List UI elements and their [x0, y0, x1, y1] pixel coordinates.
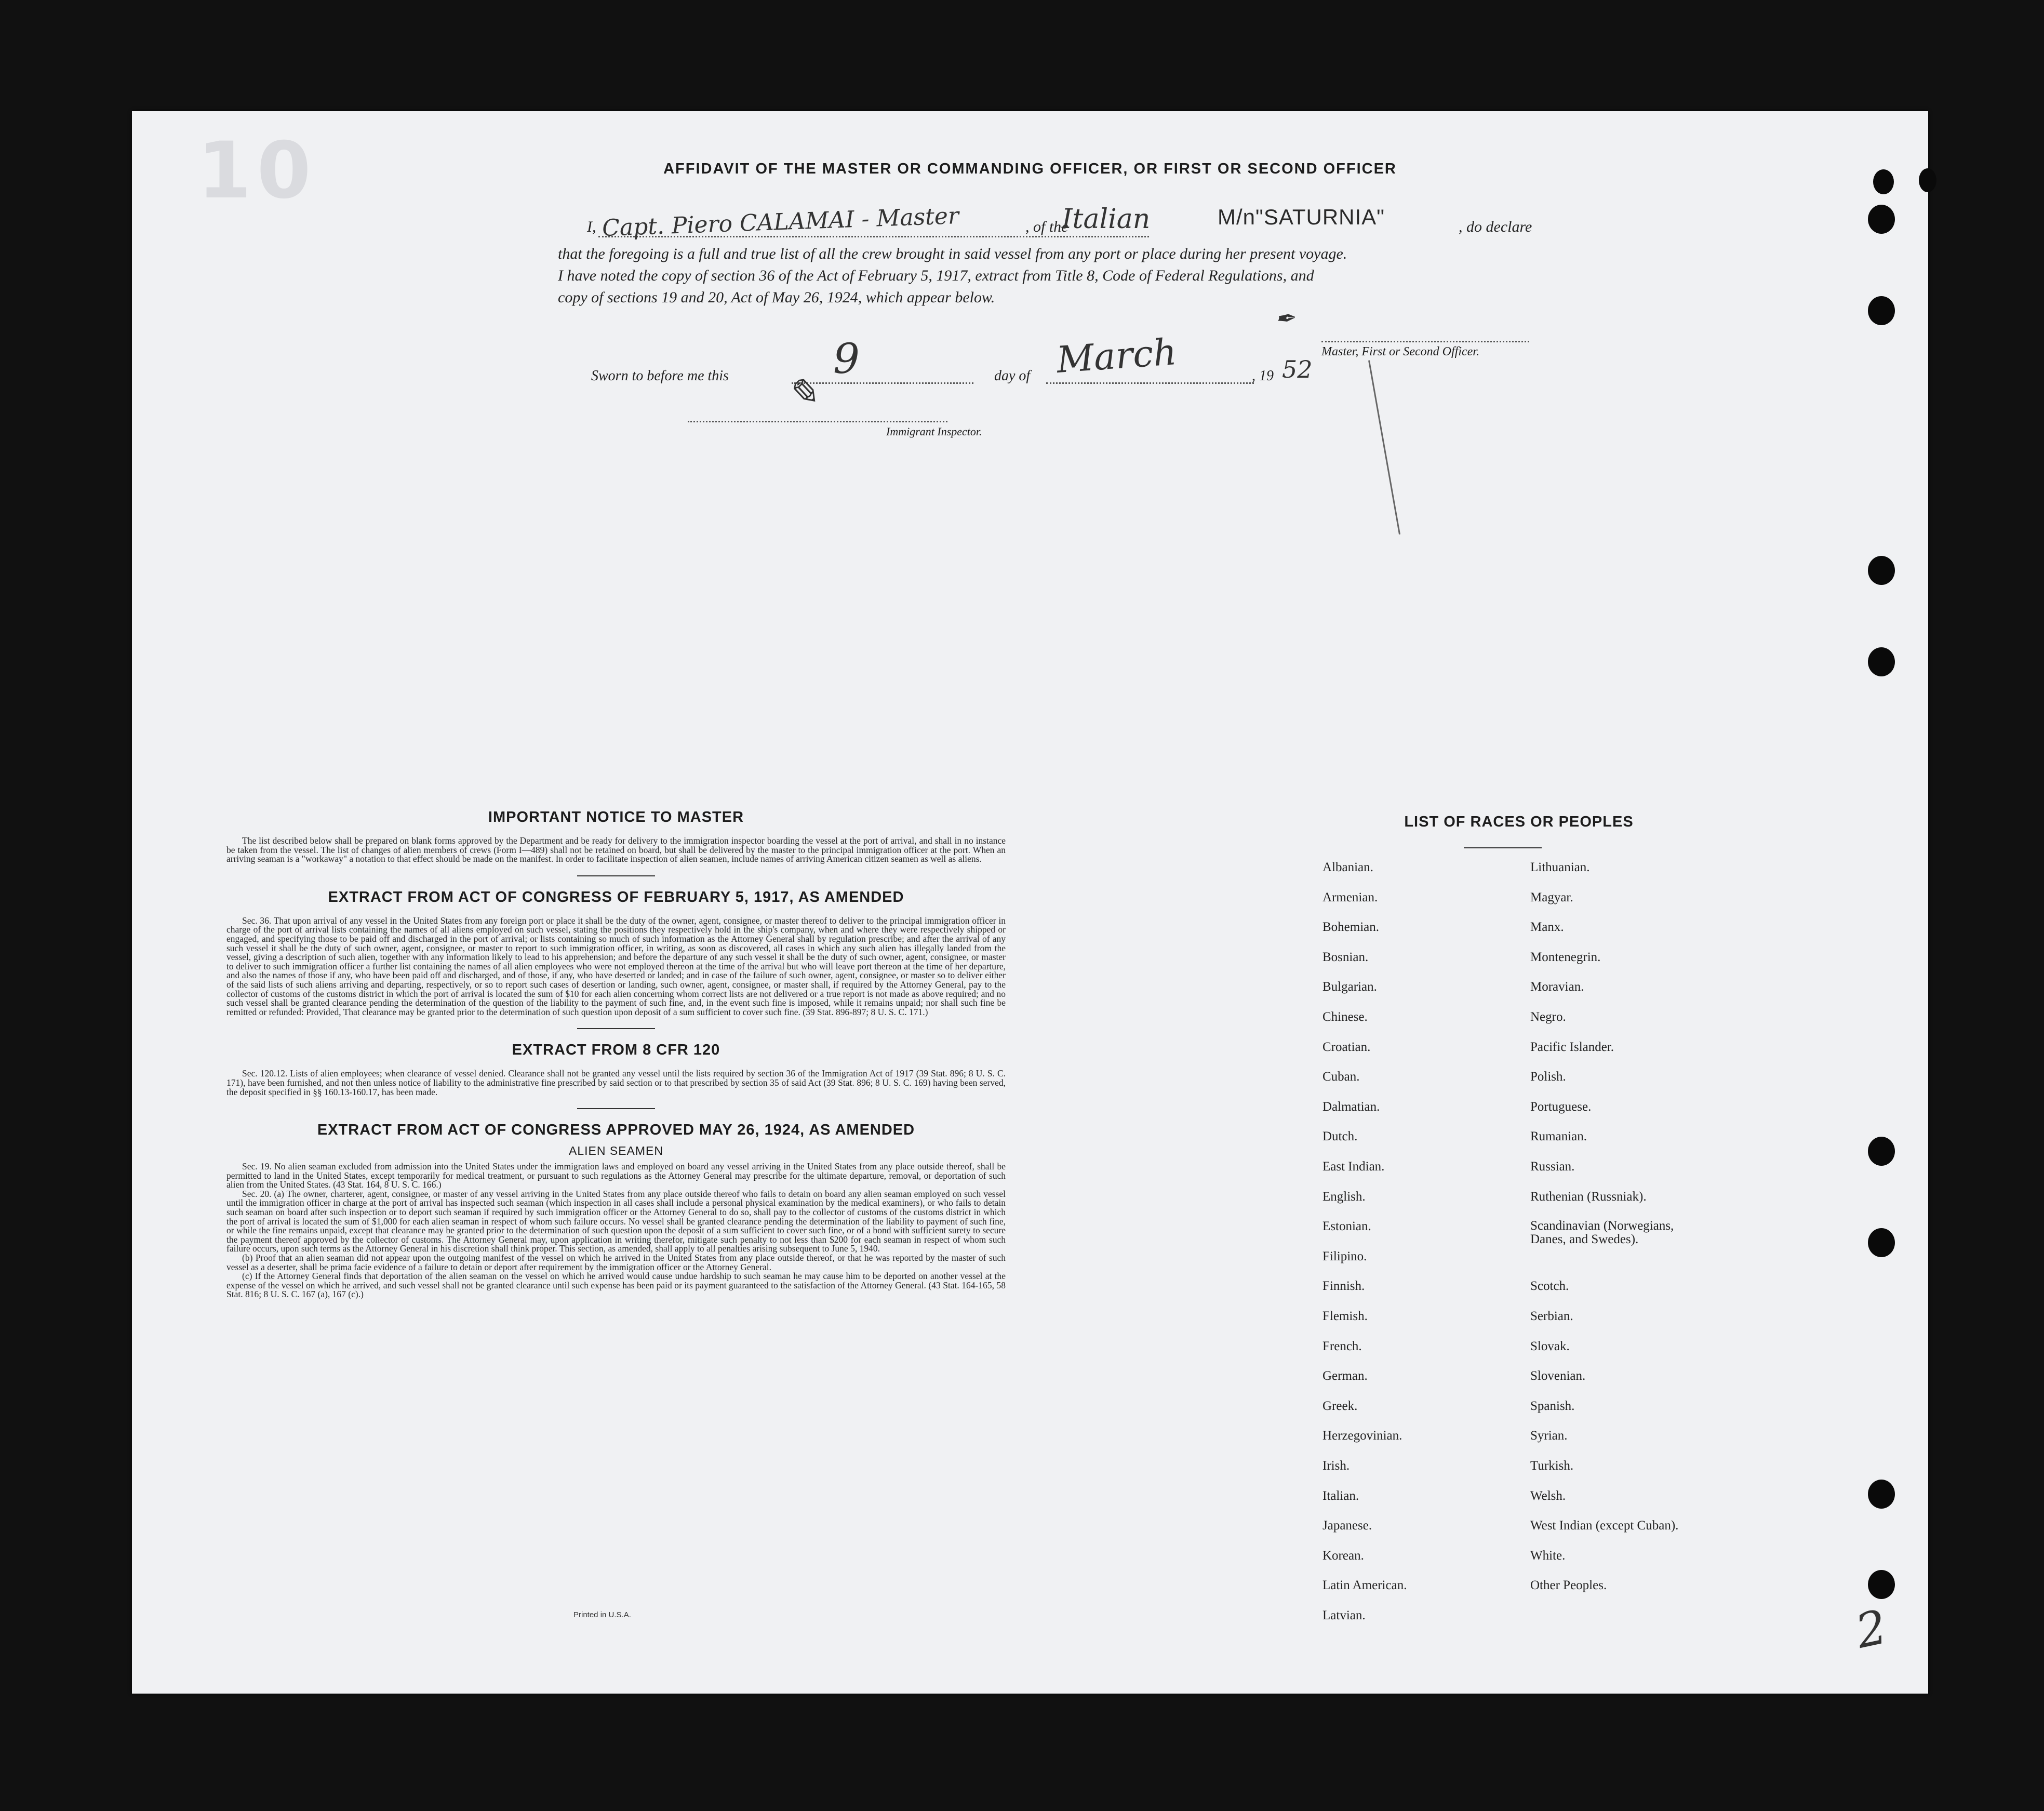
- race-item: Lithuanian.: [1530, 860, 1590, 874]
- race-item: Rumanian.: [1530, 1129, 1587, 1143]
- act-1924-sec20a: Sec. 20. (a) The owner, charterer, agent, consignee, or master of any vessel arriving in the United States from any place outside thereof who fails to detain on board any alien seaman employed on such vessel until the immigration officer in charge at the port of arrival has inspected such seaman (which inspection in all cases shall include a personal physical examination by the medical examiners), or who fails to detain such seaman on board after such inspection or to deport such seaman if required by such immigration officer or the Attorney General to do so, shall pay to the collector of customs of the customs district in which the port of arrival is located the sum of $1,000 for each alien seaman in respect of whom such failure occurs. No vessel shall be granted clearance pending the determination of the liability to payment of such fine, or while the fine remains unpaid, except that clearance may be granted prior to the determination of such question upon the deposit of a sum sufficient to cover such fine, or of a bond with sufficient surety to secure the payment thereof approved by the collector of customs. The Attorney General may, upon application in writing therefor, mitigate such penalty to not less than $200 for each seaman in respect of whom such failure occurs, upon such terms as the Attorney General in his discretion shall think proper. This section, as amended, shall apply to all penalties arising subsequent to June 5, 1940.: [226, 1188, 1006, 1254]
- cfr-body: Sec. 120.12. Lists of alien employees; when clearance of vessel denied. Clearance shall not be granted any vessel until the lists required by section 36 of the Immigration Act of 1917 (39 Stat. 896; 8 U. S. C. 171), have been furnished, and not then unless notice of liability to the administrative fine prescribed by said section or to that prescribed by section 35 of said Act (39 Stat. 896; 8 U. S. C. 169) having been served, the deposit specified in §§ 160.13-160.17, has been made.: [226, 1068, 1006, 1097]
- day-of-label: day of: [994, 368, 1031, 384]
- section-divider: [577, 1108, 655, 1109]
- race-item: Albanian.: [1322, 860, 1373, 874]
- race-item: Polish.: [1530, 1070, 1566, 1084]
- of-the-label: , of the: [1025, 218, 1068, 235]
- races-title: LIST OF RACES OR PEOPLES: [1404, 814, 1634, 830]
- legal-notice-column: [226, 809, 1006, 1299]
- race-item: White.: [1530, 1549, 1566, 1563]
- act-1917-body: Sec. 36. That upon arrival of any vessel in the United States from any foreign port or place it shall be the duty of the owner, agent, consignee, or master thereof to deliver to the principal immigration officer in charge of the port of arrival lists containing the names of all aliens employed on such vessel, stating the positions they respectively hold in the ship's company, when and where they were respectively shipped or engaged, and specifying those to be paid off and discharged in the port of arrival; or lists containing so much of such information as the Attorney General shall by regulation prescribe; and after the arrival of any such vessel it shall be the duty of such owner, agent, consignee, or master to report to such immigration officer, in writing, as soon as discovered, all cases in which any such alien has illegally landed from the vessel, giving a description of such alien, together with any information likely to lead to his apprehension; and before the departure of any such vessel it shall be the duty of such owner, agent, consignee, or master to deliver to such immigration officer a further list containing the names of all alien employees who were not employed thereon at the time of the arrival but who will leave port thereon at the time of her departure, and also the names of those if any, who have been paid off and discharged, and of those, if any, who have deserted or landed; and in case of the failure of such owner, agent, consignee, or master so to deliver either of the said lists of such aliens arriving and departing, respectively, or so to report such cases of desertion or landing, such owner, agent, consignee, or master shall, if required by the Attorney General, pay to the collector of customs of the customs district in which the port of arrival is located the sum of $10 for each alien concerning whom correct lists are not delivered or a true report is not made as above required; and no such vessel shall be granted clearance pending the determination of the question of the liability to the payment of such fine, and, in the event such fine is imposed, while it remains unpaid; nor shall such fine be remitted or refunded: Provided, That clearance may be granted prior to the determination of such question upon deposit of a sum sufficient to cover such fine. (39 Stat. 896-897; 8 U. S. C. 171.): [226, 915, 1006, 1017]
- cfr-title: EXTRACT FROM 8 CFR 120: [512, 1042, 720, 1059]
- race-item: Filipino.: [1322, 1249, 1367, 1263]
- vessel-name: M/n"SATURNIA": [1218, 205, 1385, 229]
- act-1924-sec20b: (b) Proof that an alien seaman did not appear upon the outgoing manifest of the vessel on which he arrived in the United States from any place outside thereof, or that he was reported by the master of such vessel as a deserter, shall be prima facie evidence of a failure to detain or deport after requirement by the immigration officer or the Attorney General.: [226, 1253, 1006, 1272]
- act-1924-subtitle: ALIEN SEAMEN: [569, 1144, 663, 1158]
- punch-hole: [1919, 168, 1936, 192]
- year-prefix-label: , 19: [1252, 368, 1274, 384]
- race-item: Pacific Islander.: [1530, 1040, 1614, 1054]
- punch-hole: [1868, 1228, 1895, 1257]
- declaration-line-4: copy of sections 19 and 20, Act of May 26, 1924, which appear below.: [558, 289, 995, 306]
- race-item: Scotch.: [1530, 1279, 1569, 1293]
- race-item: Chinese.: [1322, 1010, 1368, 1024]
- punch-hole: [1868, 647, 1895, 676]
- race-item: Dutch.: [1322, 1129, 1358, 1143]
- race-item: Bulgarian.: [1322, 980, 1377, 994]
- race-item: Estonian.: [1322, 1219, 1371, 1233]
- race-item: Bosnian.: [1322, 950, 1369, 964]
- races-title-rule: [1464, 847, 1542, 848]
- race-item: Portuguese.: [1530, 1100, 1592, 1114]
- handwritten-page-number: 2: [1851, 1600, 1892, 1659]
- race-item: East Indian.: [1322, 1160, 1385, 1174]
- race-item: German.: [1322, 1369, 1368, 1383]
- affidavit-title: AFFIDAVIT OF THE MASTER OR COMMANDING OFFICER, OR FIRST OR SECOND OFFICER: [663, 161, 1397, 177]
- race-item: Russian.: [1530, 1160, 1575, 1174]
- do-declare-label: , do declare: [1459, 218, 1532, 235]
- faint-bleed-through-mark: 10: [197, 126, 316, 216]
- punch-hole: [1868, 1570, 1895, 1599]
- race-item: Negro.: [1530, 1010, 1566, 1024]
- race-item: Latvian.: [1322, 1608, 1366, 1622]
- handwritten-master-signature: ✒: [1274, 303, 1296, 334]
- race-item: French.: [1322, 1339, 1362, 1353]
- notice-title: IMPORTANT NOTICE TO MASTER: [488, 809, 744, 825]
- punch-hole: [1868, 296, 1895, 325]
- master-signature-line: [1321, 341, 1529, 342]
- race-item: Greek.: [1322, 1399, 1358, 1413]
- handwritten-inspector-signature: ✎: [784, 369, 820, 416]
- handwritten-year: 52: [1282, 355, 1313, 383]
- handwritten-day: 9: [833, 335, 860, 383]
- sworn-label: Sworn to before me this: [591, 368, 729, 384]
- race-item: Flemish.: [1322, 1309, 1368, 1323]
- punch-hole: [1873, 169, 1894, 194]
- race-item: Moravian.: [1530, 980, 1584, 994]
- race-item: Spanish.: [1530, 1399, 1575, 1413]
- notice-body: The list described below shall be prepared on blank forms approved by the Department and be ready for delivery to the immigration inspector boarding the vessel at the port of arrival, and shall in no instance be taken from the vessel. The list of changes of alien members of crews (Form I—489) shall not be retained on board, but shall be delivered by the master to the principal immigration officer at the port. When an arriving seaman is a "workaway" a notation to that effect should be made on the manifest. In order to facilitate inspection of alien seamen, include names of arriving American citizen seamen as well as aliens.: [226, 835, 1006, 864]
- race-item: Cuban.: [1322, 1070, 1360, 1084]
- race-item: Slovak.: [1530, 1339, 1570, 1353]
- punch-hole: [1868, 1137, 1895, 1166]
- punch-hole: [1868, 205, 1895, 234]
- handwritten-master-name: Capt. Piero CALAMAI - Master: [602, 203, 959, 242]
- race-item: Latin American.: [1322, 1578, 1407, 1592]
- race-item: Irish.: [1322, 1459, 1350, 1473]
- race-item: Herzegovinian.: [1322, 1429, 1402, 1443]
- race-item: English.: [1322, 1190, 1366, 1204]
- race-item: Croatian.: [1322, 1040, 1371, 1054]
- race-item: Serbian.: [1530, 1309, 1573, 1323]
- printed-in-usa: Printed in U.S.A.: [573, 1610, 631, 1619]
- race-item: Montenegrin.: [1530, 950, 1601, 964]
- race-item: Syrian.: [1530, 1429, 1568, 1443]
- master-label: Master, First or Second Officer.: [1321, 345, 1479, 358]
- pen-stroke-mark: [1368, 360, 1400, 534]
- sworn-day-line: [792, 382, 973, 384]
- race-item: Bohemian.: [1322, 920, 1380, 934]
- act-1917-title: EXTRACT FROM ACT OF CONGRESS OF FEBRUARY 5, 1917, AS AMENDED: [328, 888, 904, 906]
- race-item: Italian.: [1322, 1489, 1359, 1503]
- race-item: Magyar.: [1530, 890, 1573, 904]
- race-item: West Indian (except Cuban).: [1530, 1519, 1679, 1533]
- inspector-label: Immigrant Inspector.: [886, 425, 982, 438]
- race-item: Slovenian.: [1530, 1369, 1586, 1383]
- act-1924-sec20c: (c) If the Attorney General finds that deportation of the alien seaman on the vessel on which he arrived would cause undue hardship to such seaman he may cause him to be deported on another vessel at the expense of the vessel on which he arrived, and such vessel shall not be granted clearance until such expense has been paid or its payment guaranteed to the satisfaction of the Attorney General. (43 Stat. 164-165, 58 Stat. 816; 8 U. S. C. 167 (a), 167 (c).): [226, 1271, 1006, 1300]
- document-page: [132, 111, 1928, 1694]
- declaration-line-3: I have noted the copy of section 36 of the Act of February 5, 1917, extract from Title 8, Code of Federal Regulations, and: [558, 267, 1314, 284]
- handwritten-nationality: Italian: [1062, 204, 1151, 235]
- section-divider: [577, 875, 655, 876]
- inspector-signature-line: [688, 421, 947, 422]
- race-item: Armenian.: [1322, 890, 1378, 904]
- act-1924-sec19: Sec. 19. No alien seaman excluded from admission into the United States under the immigration laws and employed on board any vessel arriving in the United States from any place outside thereof, shall be permitted to land in the United States, except temporarily for medical treatment, or pursuant to such regulations as the Attorney General may prescribe for the ultimate departure, removal, or deportation of such alien from the United States. (43 Stat. 164, 8 U. S. C. 166.): [226, 1161, 1006, 1190]
- act-1924-title: EXTRACT FROM ACT OF CONGRESS APPROVED MAY 26, 1924, AS AMENDED: [317, 1122, 915, 1139]
- handwritten-month: March: [1055, 330, 1178, 381]
- race-item: Finnish.: [1322, 1279, 1365, 1293]
- race-item: Ruthenian (Russniak).: [1530, 1190, 1647, 1204]
- section-divider: [577, 1028, 655, 1029]
- race-item: Dalmatian.: [1322, 1100, 1380, 1114]
- punch-hole: [1868, 1480, 1895, 1509]
- declaration-line-2: that the foregoing is a full and true list of all the crew brought in said vessel from any port or place during her present voyage.: [558, 245, 1347, 262]
- race-item: Other Peoples.: [1530, 1578, 1607, 1592]
- race-item: Turkish.: [1530, 1459, 1574, 1473]
- race-item: Welsh.: [1530, 1489, 1566, 1503]
- race-item: Manx.: [1530, 920, 1564, 934]
- sworn-month-line: [1046, 382, 1254, 384]
- prefix-i: I,: [587, 218, 596, 235]
- punch-hole: [1868, 556, 1895, 585]
- race-item: Scandinavian (Norwegians, Danes, and Swedes).: [1530, 1219, 1674, 1246]
- race-item: Japanese.: [1322, 1519, 1372, 1533]
- race-item: Korean.: [1322, 1549, 1364, 1563]
